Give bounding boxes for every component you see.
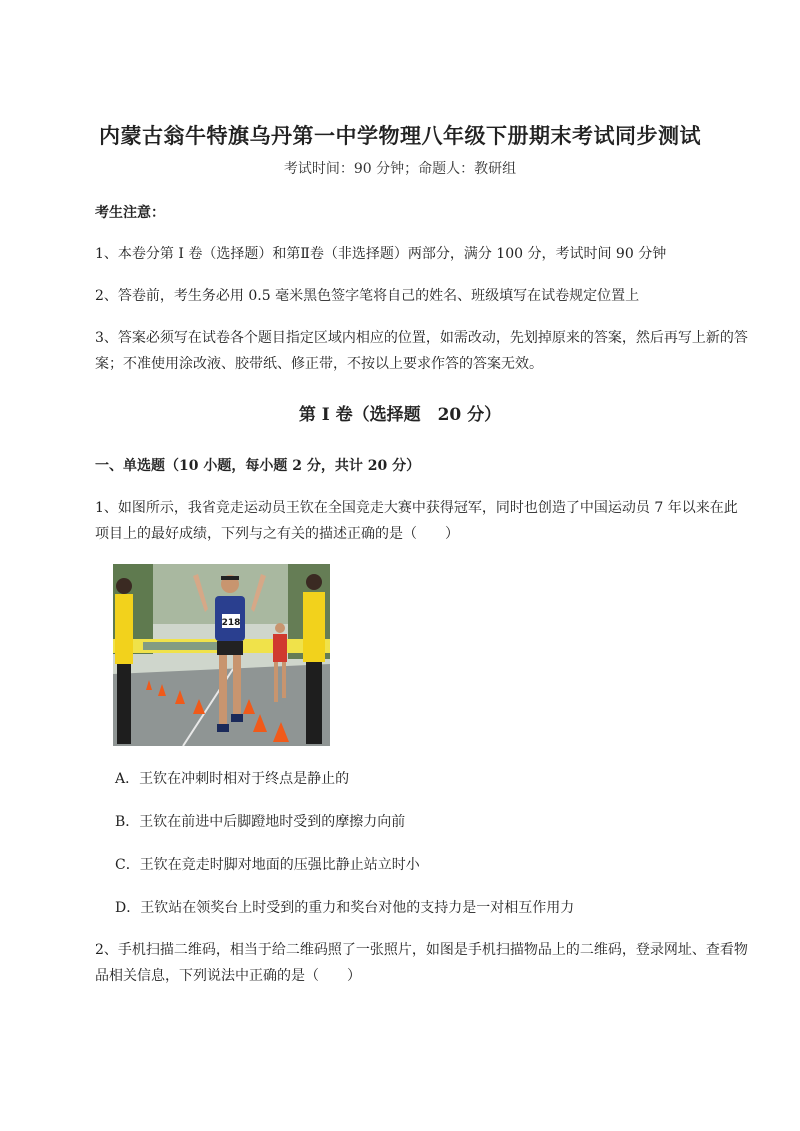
exam-info: 考试时间：90 分钟；命题人：教研组	[283, 161, 517, 177]
notice-heading: 考生注意：	[95, 205, 165, 221]
question-1-option-a: A．王钦在冲刺时相对于终点是静止的	[115, 771, 350, 787]
question-2-stem: 2、手机扫描二维码，相当于给二维码照了一张照片，如图是手机扫描物品上的二维码，登录网址、查看物品相关信息，下列说法中正确的是（ ）	[95, 942, 748, 984]
question-1-option-b: B．王钦在前进中后脚蹬地时受到的摩擦力向前	[115, 814, 406, 830]
question-1-option-c: C．王钦在竞走时脚对地面的压强比静止站立时小	[115, 857, 420, 873]
question-1-option-d: D．王钦站在领奖台上时受到的重力和奖台对他的支持力是一对相互作用力	[115, 900, 575, 916]
section-title: 第 I 卷（选择题 20 分）	[298, 405, 502, 425]
notice-item-3: 3、答案必须写在试卷各个题目指定区域内相应的位置，如需改动，先划掉原来的答案，然后再写上新的答案；不准使用涂改液、胶带纸、修正带，不按以上要求作答的答案无效。	[95, 330, 748, 372]
race-photo	[113, 564, 330, 746]
page-title: 内蒙古翁牛特旗乌丹第一中学物理八年级下册期末考试同步测试	[99, 123, 701, 148]
notice-item-1: 1、本卷分第 I 卷（选择题）和第Ⅱ卷（非选择题）两部分，满分 100 分，考试时间 90 分钟	[95, 246, 667, 262]
part-heading: 一、单选题（10 小题，每小题 2 分，共计 20 分）	[95, 458, 421, 474]
question-1-stem: 1、如图所示，我省竞走运动员王钦在全国竞走大赛中获得冠军，同时也创造了中国运动员 7 年以来在此项目上的最好成绩，下列与之有关的描述正确的是（ ）	[95, 500, 738, 542]
notice-item-2: 2、答卷前，考生务必用 0.5 毫米黑色签字笔将自己的姓名、班级填写在试卷规定位置上	[95, 288, 640, 304]
bib-number: 218	[221, 618, 241, 628]
